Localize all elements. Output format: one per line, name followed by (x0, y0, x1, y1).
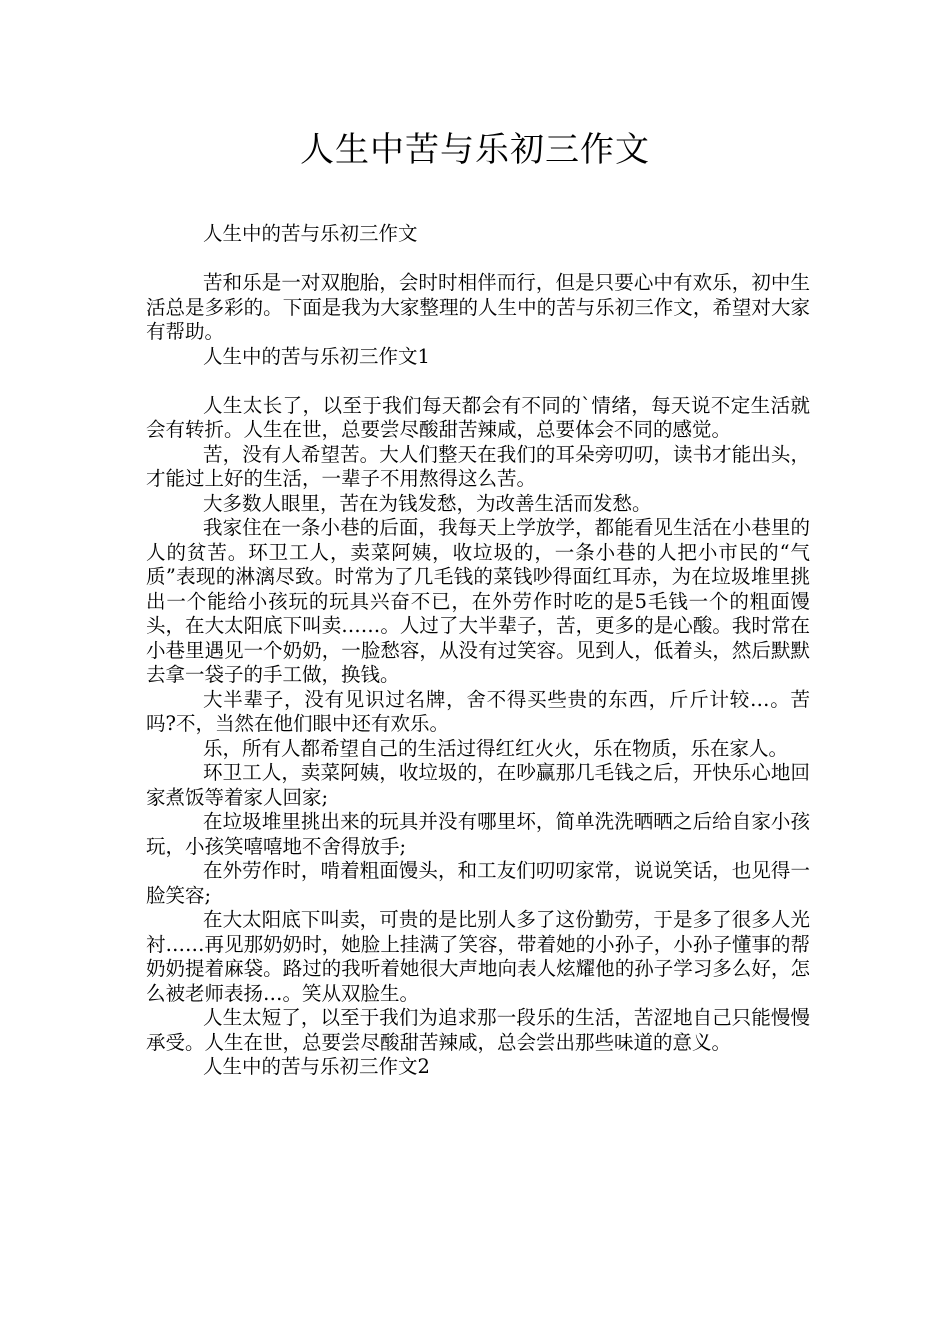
essay-paragraph: 乐，所有人都希望自己的生活过得红红火火，乐在物质，乐在家人。 (203, 736, 789, 760)
section-heading-1: 人生中的苦与乐初三作文1 (203, 344, 430, 368)
subtitle-paragraph: 人生中的苦与乐初三作文 (203, 222, 418, 245)
document-body (146, 222, 810, 1080)
intro-paragraph: 苦和乐是一对双胞胎，会时时相伴而行，但是只要心中有欢乐，初中生活总是多彩的。下面是我为大家整理的人生中的苦与乐初三作文，希望对大家有帮助。 (146, 271, 810, 343)
essay-paragraph: 大半辈子，没有见识过名牌，舍不得买些贵的东西，斤斤计较…。苦吗?不，当然在他们眼中还有欢乐。 (146, 687, 810, 735)
essay-paragraph: 我家住在一条小巷的后面，我每天上学放学，都能看见生活在小巷里的人的贫苦。环卫工人，卖菜阿姨，收垃圾的，一条小巷的人把小市民的“气质”表现的淋漓尽致。时常为了几毛钱的菜钱吵得面红耳赤，为在垃圾堆里挑出一个能给小孩玩的玩具兴奋不已，在外劳作时吃的是5毛钱一个的粗面馒头，在大太阳底下叫卖……。人过了大半辈子，苦，更多的是心酸。我时常在小巷里遇见一个奶奶，一脸愁容，从没有过笑容。见到人，低着头，然后默默去拿一袋子的手工做，换钱。 (146, 516, 810, 686)
essay-paragraph: 在大太阳底下叫卖，可贵的是比别人多了这份勤劳，于是多了很多人光衬……再见那奶奶时，她脸上挂满了笑容，带着她的小孙子，小孙子懂事的帮奶奶提着麻袋。路过的我听着她很大声地向表人炫耀他的孙子学习多么好，怎么被老师表扬…。笑从双脸生。 (146, 908, 810, 1005)
essay-paragraph: 大多数人眼里，苦在为钱发愁，为改善生活而发愁。 (203, 491, 652, 515)
essay-paragraph: 人生太长了，以至于我们每天都会有不同的`情绪，每天说不定生活就会有转折。人生在世，总要尝尽酸甜苦辣咸，总要体会不同的感觉。 (146, 393, 810, 441)
essay-paragraph: 在外劳作时，啃着粗面馒头，和工友们叨叨家常，说说笑话，也见得一脸笑容; (146, 859, 810, 907)
essay-paragraph: 环卫工人，卖菜阿姨，收垃圾的，在吵赢那几毛钱之后，开快乐心地回家煮饭等着家人回家; (146, 761, 810, 809)
section-heading-2: 人生中的苦与乐初三作文2 (203, 1055, 430, 1078)
essay-paragraph: 苦，没有人希望苦。大人们整天在我们的耳朵旁叨叨，读书才能出头，才能过上好的生活，一辈子不用熬得这么苦。 (146, 442, 810, 490)
essay-paragraph: 在垃圾堆里挑出来的玩具并没有哪里坏，简单洗洗晒晒之后给自家小孩玩，小孩笑嘻嘻地不舍得放手; (146, 810, 810, 858)
document-title: 人生中苦与乐初三作文 (300, 130, 650, 170)
essay-paragraph: 人生太短了，以至于我们为追求那一段乐的生活，苦涩地自己只能慢慢承受。人生在世，总要尝尽酸甜苦辣咸，总会尝出那些味道的意义。 (146, 1006, 810, 1054)
